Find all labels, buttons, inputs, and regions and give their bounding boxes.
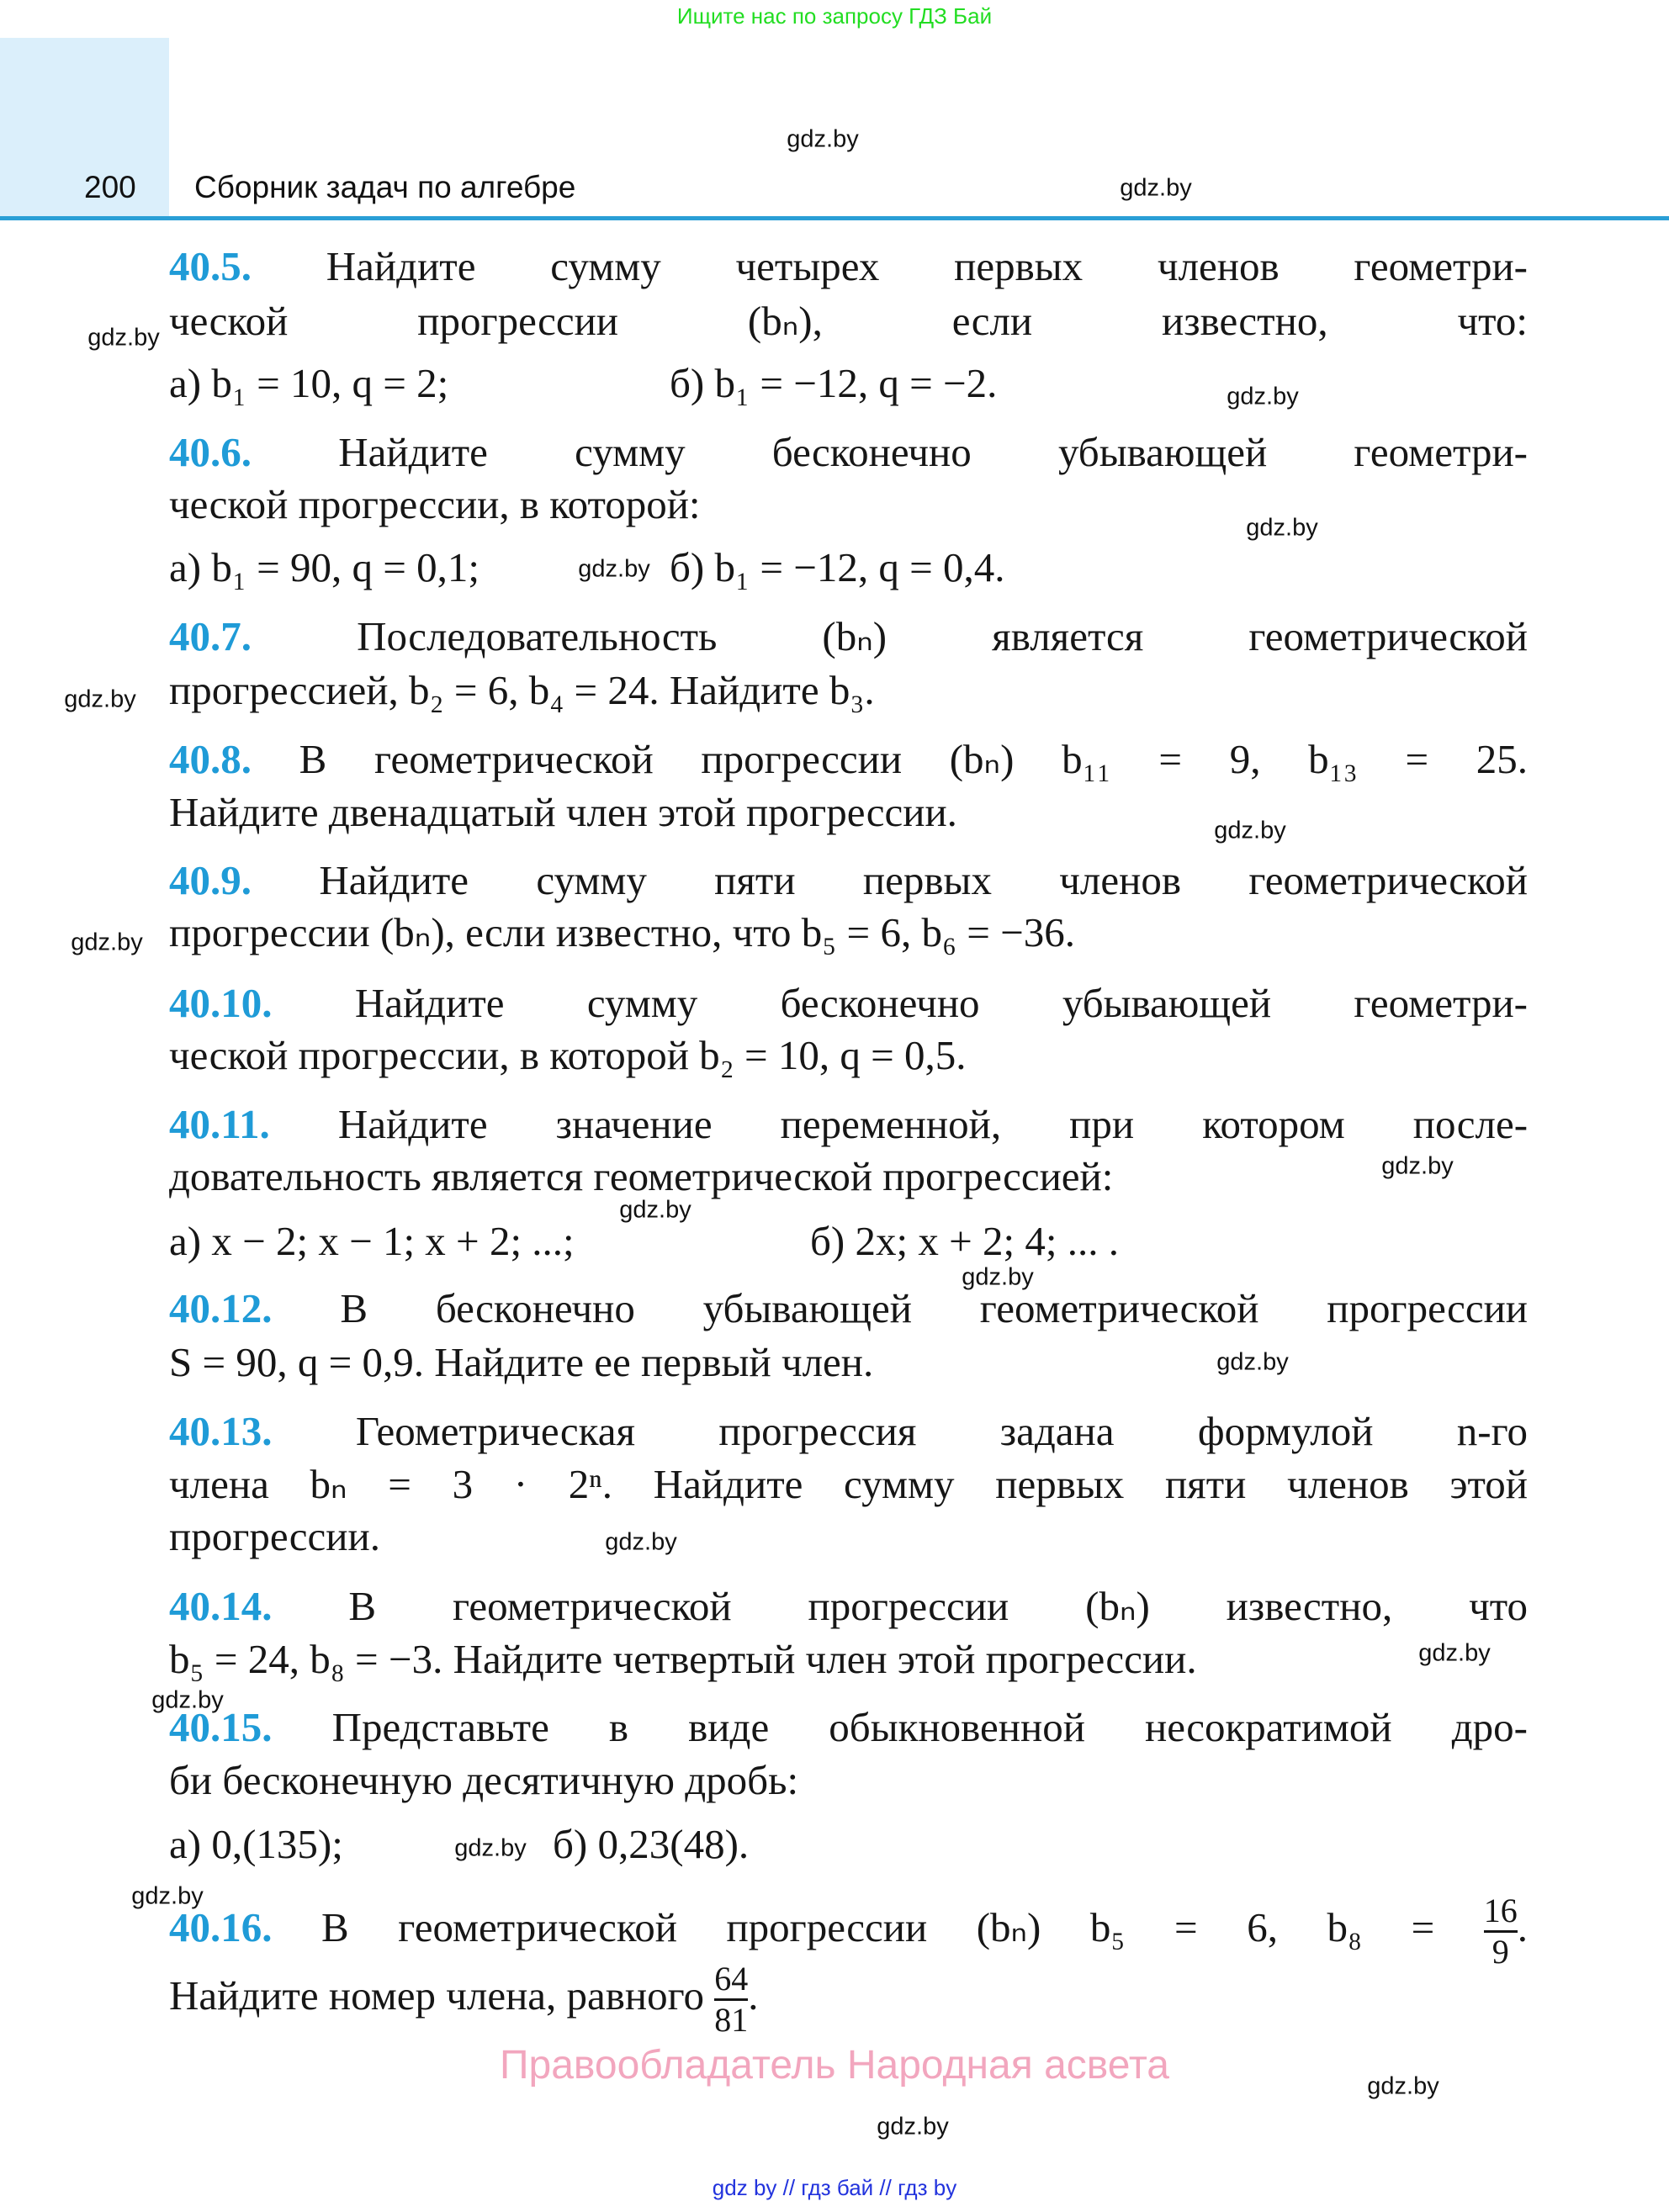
search-banner[interactable]: Ищите нас по запросу ГДЗ Бай xyxy=(676,3,993,29)
header-rule xyxy=(0,216,1669,220)
period: . xyxy=(1517,1903,1529,1950)
numerator: 16 xyxy=(1483,1892,1518,1929)
problem-text: Найдите двенадцатый член этой прогрессии. xyxy=(169,789,957,835)
problem-40-7-line-1 xyxy=(169,610,1528,664)
footer-links[interactable]: gdz by // гдз бай // гдз by xyxy=(712,2175,957,2200)
problem-40-14-line-2 xyxy=(169,1633,1528,1686)
problem-number: 40.8. xyxy=(169,736,252,782)
problem-text: Геометрическая прогрессия задана формулой n-го xyxy=(355,1408,1528,1454)
option-b: б) b₁ = −12, q = 0,4. xyxy=(670,544,1005,590)
watermark: gdz.by xyxy=(151,1686,224,1714)
watermark: gdz.by xyxy=(877,2113,949,2141)
problem-40-9-line-2 xyxy=(169,906,1528,960)
problem-text: Найдите сумму бесконечно убывающей геометри- xyxy=(338,429,1528,475)
problem-text: В геометрической прогрессии (bₙ) b₅ = 6, b₈ = xyxy=(321,1903,1435,1950)
problem-40-16-line-2 xyxy=(169,1960,1528,2039)
watermark: gdz.by xyxy=(962,1263,1034,1291)
problem-40-12-line-2 xyxy=(169,1336,1528,1389)
watermark: gdz.by xyxy=(454,1834,527,1862)
problem-text: В бесконечно убывающей геометрической прогрессии xyxy=(340,1285,1529,1331)
watermark: gdz.by xyxy=(1120,174,1192,202)
problem-text: Представьте в виде обыкновенной несократимой дро- xyxy=(331,1704,1528,1750)
problem-text: довательность является геометрической прогрессией: xyxy=(169,1153,1114,1199)
problem-text: Найдите сумму пяти первых членов геометрической xyxy=(319,857,1528,903)
problem-40-11-options xyxy=(169,1214,1528,1268)
watermark: gdz.by xyxy=(1418,1639,1491,1667)
problem-text: ческой прогрессии, в которой b₂ = 10, q = 0,5. xyxy=(169,1032,967,1078)
problem-text: прогрессией, b₂ = 6, b₄ = 24. Найдите b₃. xyxy=(169,667,875,713)
problem-40-15-line-1 xyxy=(169,1701,1528,1754)
option-a: а) 0,(135); xyxy=(169,1821,343,1867)
option-b: б) 0,23(48). xyxy=(553,1821,750,1867)
problem-number: 40.10. xyxy=(169,980,273,1026)
option-a: а) x − 2; x − 1; x + 2; ...; xyxy=(169,1218,575,1264)
problem-number: 40.7. xyxy=(169,613,252,659)
problem-text: В геометрической прогрессии (bₙ) известно, что xyxy=(348,1583,1528,1629)
problem-text: В геометрической прогрессии (bₙ) b₁₁ = 9, b₁₃ = 25. xyxy=(299,736,1528,782)
problem-text: S = 90, q = 0,9. Найдите ее первый член. xyxy=(169,1339,874,1385)
problem-40-10-line-2 xyxy=(169,1029,1528,1082)
watermark: gdz.by xyxy=(64,685,136,713)
problem-40-10-line-1 xyxy=(169,976,1528,1030)
fraction-64-81 xyxy=(714,1960,748,2040)
problem-text: b₅ = 24, b₈ = −3. Найдите четвертый член этой прогрессии. xyxy=(169,1636,1197,1682)
problem-text: Найдите сумму бесконечно убывающей геометри- xyxy=(354,980,1529,1026)
denominator: 9 xyxy=(1492,1933,1509,1971)
problem-number: 40.15. xyxy=(169,1704,273,1750)
watermark: gdz.by xyxy=(1381,1152,1454,1180)
watermark: gdz.by xyxy=(1227,383,1299,410)
watermark: gdz.by xyxy=(87,324,160,352)
watermark: gdz.by xyxy=(1216,1348,1289,1376)
problem-40-8-line-1 xyxy=(169,733,1528,786)
problem-40-6-options xyxy=(169,541,1528,595)
problem-40-14-line-1 xyxy=(169,1580,1528,1633)
problem-text: Найдите значение переменной, при котором после- xyxy=(337,1101,1529,1147)
problem-number: 40.9. xyxy=(169,857,252,903)
option-a: а) b₁ = 90, q = 0,1; xyxy=(169,544,480,590)
watermark: gdz.by xyxy=(619,1196,691,1224)
problem-40-16-line-1 xyxy=(169,1892,1529,1971)
problem-40-12-line-1 xyxy=(169,1282,1528,1336)
copyright-notice: Правообладатель Народная асвета xyxy=(500,2043,1169,2088)
watermark: gdz.by xyxy=(1246,514,1318,542)
problem-number: 40.12. xyxy=(169,1285,273,1331)
problem-number: 40.11. xyxy=(169,1101,270,1147)
problem-40-13-line-1 xyxy=(169,1405,1528,1458)
option-b: б) b₁ = −12, q = −2. xyxy=(670,360,998,406)
problem-40-7-line-2 xyxy=(169,664,1528,717)
problem-number: 40.16. xyxy=(169,1903,273,1950)
problem-text: прогрессии (bₙ), если известно, что b₅ = 6, b₆ = −36. xyxy=(169,909,1076,955)
problem-text: члена bₙ = 3 · 2ⁿ. Найдите сумму первых пяти членов этой xyxy=(169,1461,1528,1507)
watermark: gdz.by xyxy=(787,125,859,153)
watermark: gdz.by xyxy=(578,555,650,583)
problem-text: Найдите номер члена, равного xyxy=(169,1971,705,2019)
problem-40-5-line-2 xyxy=(169,294,1528,348)
problem-text: ческой прогрессии, в которой: xyxy=(169,481,701,527)
problem-40-6-line-2 xyxy=(169,478,1528,532)
problem-text: прогрессии. xyxy=(169,1513,380,1559)
problem-40-6-line-1 xyxy=(169,426,1528,479)
problem-text: би бесконечную десятичную дробь: xyxy=(169,1757,799,1803)
problem-40-13-line-3 xyxy=(169,1510,1528,1564)
problem-text: ческой прогрессии (bₙ), если известно, что: xyxy=(169,298,1528,344)
problem-number: 40.6. xyxy=(169,429,252,475)
problem-40-5-line-1 xyxy=(169,240,1528,294)
problem-40-5-options xyxy=(169,357,1528,410)
problem-text: Последовательность (bₙ) является геометрической xyxy=(357,613,1529,659)
numerator: 64 xyxy=(714,1960,749,1998)
watermark: gdz.by xyxy=(131,1882,204,1910)
problem-40-15-line-2 xyxy=(169,1754,1528,1807)
problem-number: 40.5. xyxy=(169,243,252,289)
problem-40-8-line-2 xyxy=(169,786,1528,839)
problem-text: Найдите сумму четырех первых членов геометри- xyxy=(326,243,1528,289)
problem-number: 40.14. xyxy=(169,1583,273,1629)
problem-40-11-line-1 xyxy=(169,1098,1528,1151)
option-a: а) b₁ = 10, q = 2; xyxy=(169,360,449,406)
problem-40-15-options xyxy=(169,1818,1528,1871)
period: . xyxy=(748,1971,759,2019)
running-title: Сборник задач по алгебре xyxy=(194,170,576,204)
problem-40-13-line-2 xyxy=(169,1458,1528,1511)
watermark: gdz.by xyxy=(605,1528,677,1556)
watermark: gdz.by xyxy=(71,929,143,956)
watermark: gdz.by xyxy=(1214,817,1286,844)
watermark: gdz.by xyxy=(1367,2072,1439,2100)
option-b: б) 2x; x + 2; 4; ... . xyxy=(810,1218,1119,1264)
problem-40-11-line-2 xyxy=(169,1150,1528,1204)
page-number: 200 xyxy=(84,170,136,204)
problem-number: 40.13. xyxy=(169,1408,273,1454)
problem-40-9-line-1 xyxy=(169,854,1528,908)
denominator: 81 xyxy=(714,2001,749,2039)
